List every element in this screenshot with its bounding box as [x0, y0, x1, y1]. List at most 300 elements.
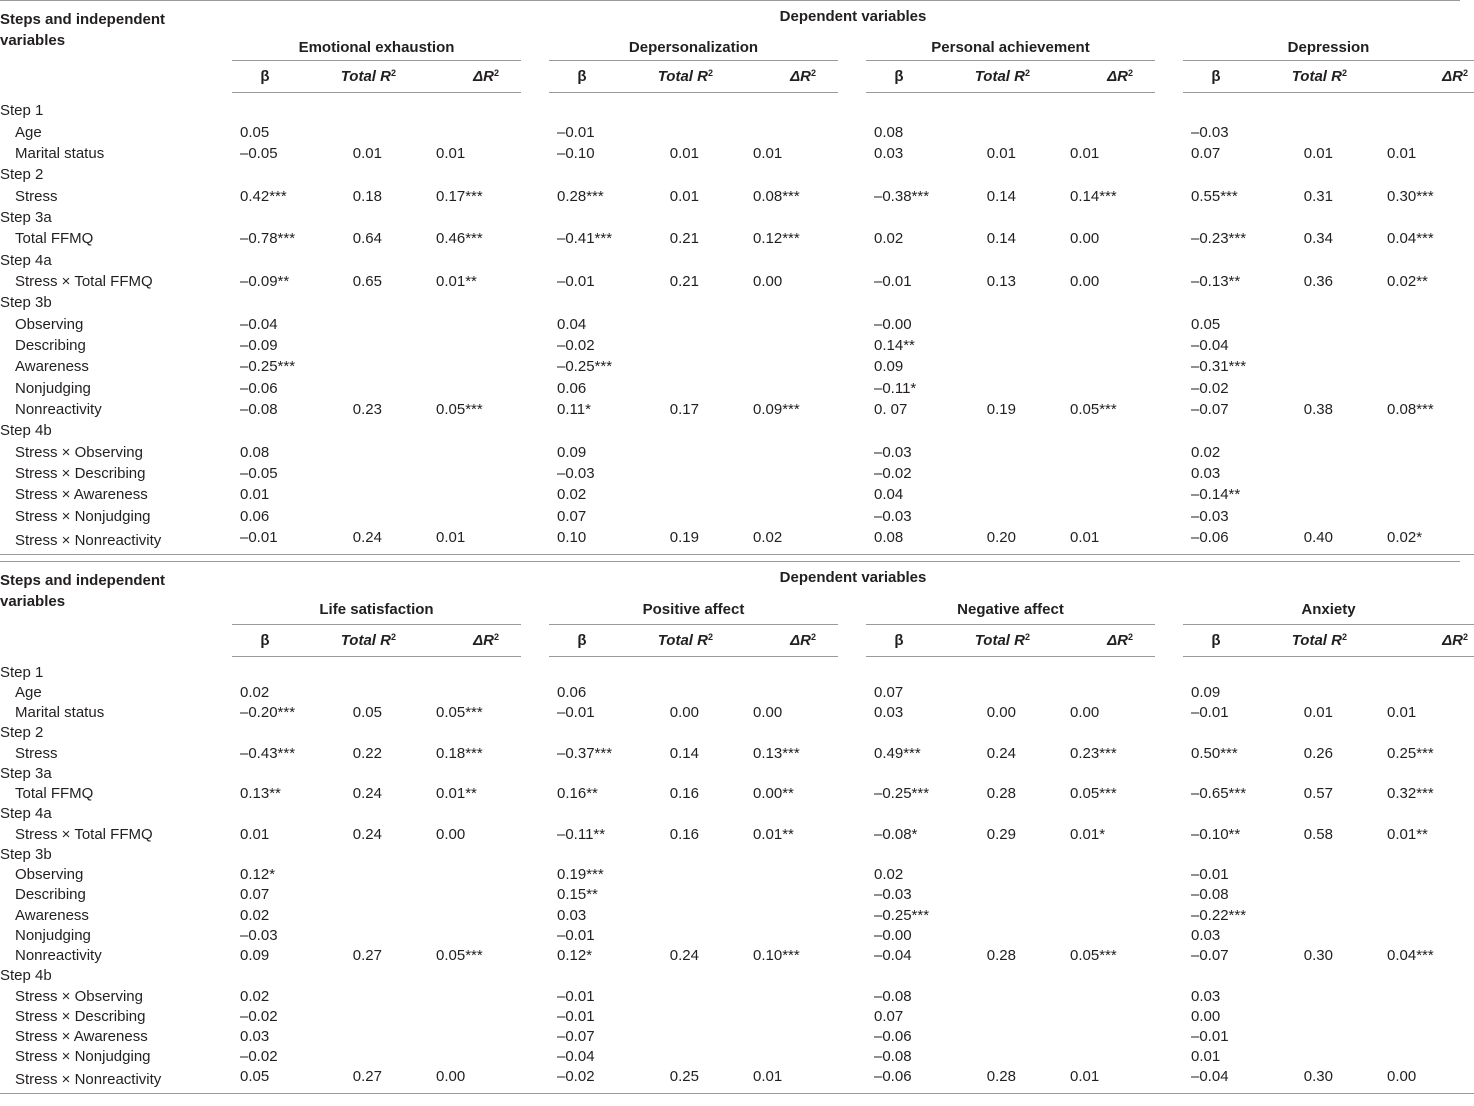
delta-r2-cell	[406, 100, 521, 121]
delta-r2-cell	[406, 313, 521, 334]
delta-r2-cell	[1357, 986, 1474, 1006]
beta-cell: –0.10**	[1191, 825, 1241, 843]
delta-r2-cell	[406, 463, 521, 484]
beta-cell	[866, 100, 932, 121]
delta-r2-cell	[1357, 763, 1474, 783]
col-beta	[866, 60, 932, 92]
beta-cell: 0.14**	[874, 336, 915, 354]
beta-cell	[232, 207, 298, 228]
delta-r2-cell: 0.00	[753, 272, 783, 290]
total-r2-cell	[1249, 682, 1357, 702]
delta-r2-cell: 0.02	[723, 527, 838, 554]
total-r2-cell	[932, 865, 1040, 885]
total-r2-cell	[615, 885, 723, 905]
beta-cell: –0.06	[866, 1067, 932, 1093]
total-r2-cell: 0.57	[1303, 785, 1333, 803]
total-r2-cell	[615, 662, 723, 682]
total-r2-cell: 0.65	[352, 272, 382, 290]
variable-label: Stress × Total FFMQ	[15, 272, 153, 290]
delta-r2-cell	[1040, 844, 1155, 864]
total-r2-cell	[298, 865, 406, 885]
total-r2-cell	[1249, 925, 1357, 945]
beta-cell: –0.03	[874, 507, 912, 525]
group-header	[232, 29, 521, 60]
beta-cell: –0.07	[557, 1028, 595, 1046]
delta-r2-cell	[723, 420, 838, 441]
header-row	[0, 3, 1474, 29]
total-r2-cell: 0.17	[669, 400, 699, 418]
delta-r2-cell: 0.01**	[753, 825, 794, 843]
beta-cell	[866, 249, 932, 270]
total-r2-cell	[615, 865, 723, 885]
delta-r2-cell	[1040, 986, 1155, 1006]
total-r2-cell	[932, 335, 1040, 356]
delta-r2-cell: 0.08***	[1387, 400, 1434, 418]
beta-cell: –0.01	[557, 272, 595, 290]
delta-r2-cell	[406, 865, 521, 885]
group-header	[549, 29, 838, 60]
beta-cell: 0.15**	[557, 886, 598, 904]
step-label: Step 1	[0, 102, 44, 120]
total-r2-cell	[932, 484, 1040, 505]
beta-cell: –0.03	[1191, 507, 1229, 525]
col-beta-label: β	[260, 67, 270, 85]
delta-r2-cell: 0.01	[753, 144, 783, 162]
total-r2-cell: 0.28	[986, 785, 1016, 803]
beta-cell: –0.10	[557, 144, 595, 162]
delta-r2-cell	[406, 292, 521, 313]
col-delta-label: ΔR	[1442, 67, 1463, 85]
beta-cell: 0.10	[549, 527, 615, 554]
beta-cell	[866, 420, 932, 441]
delta-r2-cell	[1357, 420, 1474, 441]
beta-cell: 0.55***	[1191, 187, 1238, 205]
total-r2-cell	[298, 986, 406, 1006]
delta-r2-cell	[406, 885, 521, 905]
delta-r2-cell	[1040, 442, 1155, 463]
beta-cell: –0.00	[874, 315, 912, 333]
beta-cell	[866, 763, 932, 783]
beta-cell	[1183, 207, 1249, 228]
variable-label: Describing	[15, 336, 86, 354]
beta-cell	[232, 966, 298, 986]
total-r2-cell: 0.29	[986, 825, 1016, 843]
total-r2-cell	[1249, 723, 1357, 743]
beta-cell: 0.02	[874, 866, 904, 884]
delta-r2-cell	[723, 804, 838, 824]
total-r2-cell	[298, 1047, 406, 1067]
beta-cell: –0.08	[1191, 886, 1229, 904]
table-row	[0, 824, 1474, 844]
delta-r2-cell: 0.04***	[1387, 947, 1434, 965]
total-r2-cell: 0.26	[1303, 744, 1333, 762]
delta-r2-cell	[1040, 763, 1155, 783]
total-r2-cell	[932, 506, 1040, 527]
beta-cell: –0.06	[1183, 527, 1249, 554]
beta-cell	[232, 662, 298, 682]
beta-cell: –0.01	[557, 704, 595, 722]
group-label: Depression	[1287, 38, 1370, 56]
total-r2-cell: 0.19	[986, 400, 1016, 418]
delta-r2-cell	[406, 377, 521, 398]
col-beta-label: β	[260, 631, 270, 649]
delta-r2-cell: 0.05***	[1070, 400, 1117, 418]
beta-cell: 0.02	[240, 906, 270, 924]
beta-cell	[549, 804, 615, 824]
delta-r2-cell: 0.09***	[753, 400, 800, 418]
total-r2-cell	[615, 986, 723, 1006]
col-beta-label: β	[894, 631, 904, 649]
table-row	[0, 228, 1474, 249]
beta-cell: –0.07	[1191, 400, 1229, 418]
delta-r2-cell	[1040, 723, 1155, 743]
total-r2-cell	[932, 763, 1040, 783]
delta-r2-cell	[1040, 292, 1155, 313]
variable-label: Stress × Observing	[15, 443, 143, 461]
delta-r2-cell	[406, 1006, 521, 1026]
delta-r2-cell	[406, 164, 521, 185]
beta-cell	[866, 966, 932, 986]
step-row	[0, 844, 1474, 864]
beta-cell	[1183, 292, 1249, 313]
total-r2-cell	[932, 723, 1040, 743]
table-row	[0, 484, 1474, 505]
beta-cell: –0.08	[874, 1048, 912, 1066]
step-label: Step 4b	[0, 967, 52, 985]
delta-r2-cell: 0.14***	[1070, 187, 1117, 205]
delta-r2-cell: 0.04***	[1387, 230, 1434, 248]
delta-r2-cell	[406, 442, 521, 463]
total-r2-cell: 0.28	[932, 1067, 1040, 1093]
header-row	[0, 564, 1474, 590]
delta-r2-cell: 0.01	[1040, 1067, 1155, 1093]
delta-r2-cell	[1040, 313, 1155, 334]
beta-cell	[549, 207, 615, 228]
beta-cell: –0.03	[874, 886, 912, 904]
total-r2-cell	[298, 313, 406, 334]
delta-r2-cell: 0.05***	[1070, 785, 1117, 803]
total-r2-cell	[932, 164, 1040, 185]
beta-cell: –0.04	[240, 315, 278, 333]
beta-cell: –0.41***	[557, 230, 613, 248]
delta-r2-cell	[1357, 865, 1474, 885]
total-r2-cell: 0.24	[669, 947, 699, 965]
total-r2-cell	[615, 335, 723, 356]
total-r2-cell: 0.28	[986, 947, 1016, 965]
total-r2-cell	[932, 986, 1040, 1006]
delta-r2-cell	[1040, 682, 1155, 702]
beta-cell	[1183, 100, 1249, 121]
variable-label: Stress × Describing	[15, 465, 146, 483]
beta-cell: 0.12*	[240, 866, 276, 884]
total-r2-cell: 0.01	[669, 144, 699, 162]
step-label: Step 4b	[0, 422, 52, 440]
beta-cell: –0.08	[874, 987, 912, 1005]
beta-cell: –0.03	[874, 443, 912, 461]
beta-cell: –0.09**	[240, 272, 290, 290]
col-beta-label: β	[1211, 67, 1221, 85]
table-row	[0, 905, 1474, 925]
delta-r2-cell	[1357, 484, 1474, 505]
total-r2-cell	[1249, 335, 1357, 356]
total-r2-cell	[932, 313, 1040, 334]
beta-cell	[232, 100, 298, 121]
total-r2-cell: 0.27	[352, 947, 382, 965]
beta-cell: –0.02	[240, 1048, 278, 1066]
delta-r2-cell	[406, 420, 521, 441]
group-label: Depersonalization	[628, 38, 759, 56]
total-r2-cell	[298, 506, 406, 527]
total-r2-cell: 0.36	[1303, 272, 1333, 290]
total-r2-cell: 0.25	[615, 1067, 723, 1093]
delta-r2-cell	[723, 1047, 838, 1067]
beta-cell: –0.78***	[240, 230, 296, 248]
beta-cell: –0.03	[1191, 123, 1229, 141]
total-r2-cell	[1249, 1027, 1357, 1047]
delta-r2-cell	[723, 1006, 838, 1026]
total-r2-cell	[298, 442, 406, 463]
total-r2-cell	[615, 925, 723, 945]
table-row	[0, 313, 1474, 334]
total-r2-cell: 0.00	[986, 704, 1016, 722]
beta-cell	[866, 207, 932, 228]
beta-cell: 0.01	[240, 825, 270, 843]
beta-cell	[1183, 966, 1249, 986]
step-row	[0, 249, 1474, 270]
total-r2-cell	[1249, 1047, 1357, 1067]
total-r2-cell	[932, 420, 1040, 441]
delta-r2-cell: 0.08***	[753, 187, 800, 205]
beta-cell: –0.25***	[240, 358, 296, 376]
total-r2-cell: 0.64	[352, 230, 382, 248]
beta-cell: –0.05	[240, 465, 278, 483]
beta-cell	[549, 662, 615, 682]
table-row	[0, 946, 1474, 966]
delta-r2-cell	[723, 682, 838, 702]
beta-cell: –0.02	[874, 465, 912, 483]
beta-cell: 0.02	[557, 486, 587, 504]
beta-cell: 0.02	[240, 683, 270, 701]
beta-cell: –0.11*	[874, 379, 917, 397]
col-beta	[232, 60, 298, 92]
delta-r2-cell	[406, 925, 521, 945]
beta-cell	[549, 844, 615, 864]
total-r2-cell	[1249, 249, 1357, 270]
total-r2-cell	[615, 506, 723, 527]
col-delta-label: ΔR	[1107, 67, 1128, 85]
delta-r2-cell	[1040, 885, 1155, 905]
delta-r2-cell	[1040, 966, 1155, 986]
beta-cell	[866, 804, 932, 824]
beta-cell: 0. 07	[874, 400, 908, 418]
total-r2-cell	[615, 844, 723, 864]
delta-r2-cell	[406, 249, 521, 270]
delta-r2-cell	[1357, 966, 1474, 986]
delta-r2-cell	[723, 763, 838, 783]
beta-cell: –0.02	[240, 1007, 278, 1025]
total-r2-cell: 0.38	[1303, 400, 1333, 418]
beta-cell	[866, 292, 932, 313]
variable-label: Nonjudging	[15, 379, 91, 397]
delta-r2-cell	[723, 844, 838, 864]
beta-cell	[1183, 804, 1249, 824]
table-row	[0, 399, 1474, 420]
beta-cell	[232, 804, 298, 824]
beta-cell: 0.49***	[874, 744, 921, 762]
total-r2-cell	[615, 356, 723, 377]
table-row	[0, 743, 1474, 763]
delta-r2-cell	[1040, 1006, 1155, 1026]
beta-cell: –0.01	[1191, 1028, 1229, 1046]
col-delta-label: ΔR	[1442, 631, 1463, 649]
total-r2-cell: 0.14	[669, 744, 699, 762]
delta-r2-cell	[1040, 1047, 1155, 1067]
total-r2-cell	[932, 844, 1040, 864]
delta-r2-cell	[1357, 925, 1474, 945]
delta-r2-cell	[1357, 207, 1474, 228]
step-label: Step 2	[0, 724, 44, 742]
variable-label: Age	[15, 123, 42, 141]
dependent-variables-title: Dependent variables	[779, 7, 927, 25]
beta-cell: 0.03	[874, 144, 904, 162]
col-total-r2: Total $R^2$	[1249, 624, 1357, 656]
delta-r2-cell	[1357, 100, 1474, 121]
delta-r2-cell	[1040, 804, 1155, 824]
delta-r2-cell	[723, 966, 838, 986]
total-r2-cell	[932, 1027, 1040, 1047]
delta-r2-cell	[406, 335, 521, 356]
col-delta-r2: $\Delta R^2$	[1040, 60, 1155, 92]
total-r2-cell: 0.14	[986, 187, 1016, 205]
beta-cell: 0.01	[240, 486, 270, 504]
beta-cell: –0.01	[557, 987, 595, 1005]
delta-r2-cell: 0.01	[1387, 704, 1417, 722]
total-r2-cell	[615, 442, 723, 463]
delta-r2-cell: 0.02*	[1357, 527, 1474, 554]
total-r2-cell	[615, 313, 723, 334]
beta-cell: –0.43***	[240, 744, 296, 762]
variable-label: Stress × Nonjudging	[15, 1048, 151, 1066]
table-row	[0, 703, 1474, 723]
total-r2-cell	[615, 463, 723, 484]
total-r2-cell: 0.27	[298, 1067, 406, 1093]
col-delta-r2: $\Delta R^2$	[406, 60, 521, 92]
total-r2-cell: 0.00	[669, 704, 699, 722]
group-header	[866, 590, 1155, 624]
total-r2-cell	[615, 249, 723, 270]
total-r2-cell	[615, 121, 723, 142]
delta-r2-cell	[406, 207, 521, 228]
delta-r2-cell	[723, 249, 838, 270]
delta-r2-cell: 0.00	[1070, 230, 1100, 248]
beta-cell	[1183, 723, 1249, 743]
delta-r2-cell	[1040, 356, 1155, 377]
total-r2-cell: 0.22	[352, 744, 382, 762]
total-r2-cell	[298, 292, 406, 313]
col-beta	[232, 624, 298, 656]
delta-r2-cell	[1357, 662, 1474, 682]
beta-cell: –0.25***	[874, 906, 930, 924]
beta-cell	[232, 763, 298, 783]
variable-label: Nonreactivity	[15, 400, 102, 418]
delta-r2-cell	[1357, 885, 1474, 905]
table-row	[0, 463, 1474, 484]
delta-r2-cell	[406, 966, 521, 986]
beta-cell: 0.19***	[557, 866, 604, 884]
beta-cell: 0.09	[240, 947, 270, 965]
delta-r2-cell: 0.32***	[1387, 785, 1434, 803]
delta-r2-cell: 0.01	[1070, 144, 1100, 162]
variable-label: Awareness	[15, 358, 89, 376]
total-r2-cell	[932, 925, 1040, 945]
variable-label: Marital status	[15, 704, 105, 722]
total-r2-cell	[298, 1027, 406, 1047]
step-label: Step 4a	[0, 251, 52, 269]
delta-r2-cell	[406, 484, 521, 505]
delta-r2-cell	[723, 164, 838, 185]
total-r2-cell	[932, 121, 1040, 142]
delta-r2-cell: 0.01	[723, 1067, 838, 1093]
delta-r2-cell: 0.10***	[753, 947, 800, 965]
group-label: Emotional exhaustion	[298, 38, 455, 56]
delta-r2-cell: 0.00	[436, 825, 466, 843]
col-delta-r2: $\Delta R^2$	[1040, 624, 1155, 656]
variable-label: Observing	[15, 315, 84, 333]
delta-r2-cell	[1040, 662, 1155, 682]
delta-r2-cell	[406, 804, 521, 824]
delta-r2-cell: 0.02**	[1387, 272, 1428, 290]
beta-cell	[549, 100, 615, 121]
total-r2-cell	[1249, 506, 1357, 527]
total-r2-cell	[298, 356, 406, 377]
delta-r2-cell	[723, 100, 838, 121]
delta-r2-cell	[406, 682, 521, 702]
beta-cell: –0.01	[1191, 704, 1229, 722]
beta-cell: 0.05	[1191, 315, 1221, 333]
total-r2-cell	[298, 662, 406, 682]
col-beta	[1183, 624, 1249, 656]
delta-r2-cell	[1357, 164, 1474, 185]
col-delta-label: ΔR	[473, 67, 494, 85]
beta-cell: –0.20***	[240, 704, 296, 722]
beta-cell: 0.03	[874, 704, 904, 722]
total-r2-cell	[298, 249, 406, 270]
beta-cell: 0.09	[874, 358, 904, 376]
total-r2-cell	[1249, 905, 1357, 925]
total-r2-cell: 0.40	[1249, 527, 1357, 554]
group-header	[1183, 29, 1474, 60]
total-r2-cell	[932, 356, 1040, 377]
col-total-r2: Total $R^2$	[932, 60, 1040, 92]
table-row	[0, 356, 1474, 377]
beta-cell: 0.06	[557, 379, 587, 397]
delta-r2-cell	[1040, 1027, 1155, 1047]
col-beta-label: β	[577, 631, 587, 649]
total-r2-cell	[1249, 804, 1357, 824]
beta-cell: –0.08*	[874, 825, 918, 843]
beta-cell: –0.14**	[1191, 486, 1241, 504]
delta-r2-cell: 0.01	[1040, 527, 1155, 554]
total-r2-cell	[1249, 377, 1357, 398]
col-total-label: Total R	[657, 67, 708, 85]
total-r2-cell	[298, 885, 406, 905]
total-r2-cell	[615, 207, 723, 228]
total-r2-cell	[1249, 313, 1357, 334]
delta-r2-cell: 0.23***	[1070, 744, 1117, 762]
dependent-variables-title: Dependent variables	[779, 568, 927, 586]
col-delta-label: ΔR	[1107, 631, 1128, 649]
beta-cell: –0.04	[557, 1048, 595, 1066]
